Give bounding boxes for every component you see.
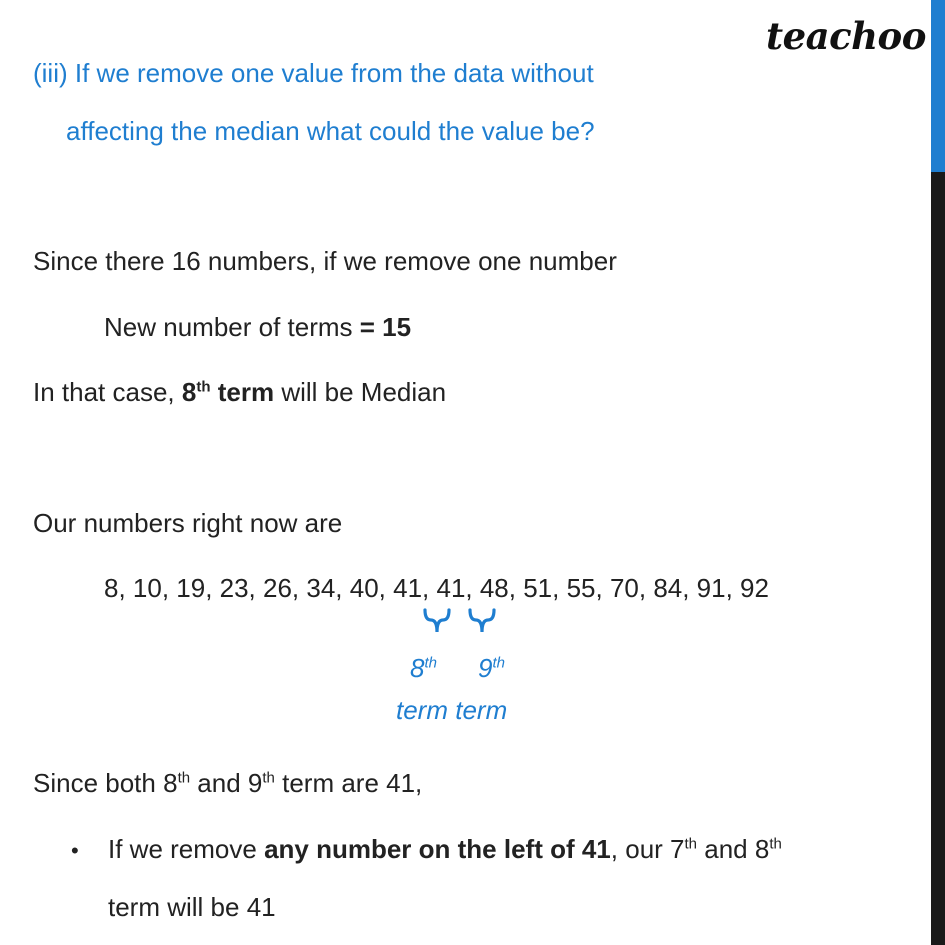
median-term-number: 8 [181,377,197,407]
label-9th-number: 9 [478,653,493,683]
paragraph-numbers-intro: Our numbers right now are [33,508,343,538]
median-term-sup: th [196,378,211,396]
both-terms-c: term are 41, [274,768,423,798]
label-8th-sup: th [424,654,437,672]
bullet-sup1: th [684,835,698,853]
label-term-term: term term [396,695,508,725]
bullet-line-1 [108,836,782,862]
bullet-text-a: If we remove [108,834,265,864]
bullet-bold-text: any number on the left of 41 [264,834,611,864]
both-terms-b: and 9 [190,768,263,798]
bullet-icon: • [71,838,79,863]
brace-9th-icon [467,602,497,642]
paragraph-new-terms [104,314,411,340]
median-term-word: term [210,377,275,407]
label-9th-sup: th [492,654,505,672]
both-terms-sup1: th [177,769,191,787]
paragraph-median-term [33,379,446,405]
scrollbar[interactable] [931,0,945,945]
brace-8th-icon [422,602,452,642]
question-line-2: affecting the median what could the value be? [66,116,595,146]
bullet-line-2: term will be 41 [108,892,276,922]
bullet-sup2: th [769,835,782,853]
both-terms-a: Since both 8 [33,768,178,798]
median-term-prefix: In that case, [33,377,182,407]
label-9th [478,655,505,681]
numbers-list: 8, 10, 19, 23, 26, 34, 40, 41, 41, 48, 51, 55, 70, 84, 91, 92 [104,573,769,603]
both-terms-sup2: th [262,769,275,787]
label-8th-number: 8 [410,653,425,683]
label-8th [410,655,437,681]
question-line-1: (iii) If we remove one value from the data without [33,58,594,88]
bullet-text-c: and 8 [697,834,770,864]
scrollbar-thumb[interactable] [931,0,945,172]
teachoo-logo: teachoo [766,14,926,58]
bullet-text-b: , our 7 [610,834,685,864]
paragraph-remove-one: Since there 16 numbers, if we remove one number [33,246,617,276]
new-terms-value: = 15 [359,312,412,342]
median-term-suffix: will be Median [274,377,447,407]
paragraph-both-terms [33,770,422,796]
new-terms-text: New number of terms [104,312,360,342]
